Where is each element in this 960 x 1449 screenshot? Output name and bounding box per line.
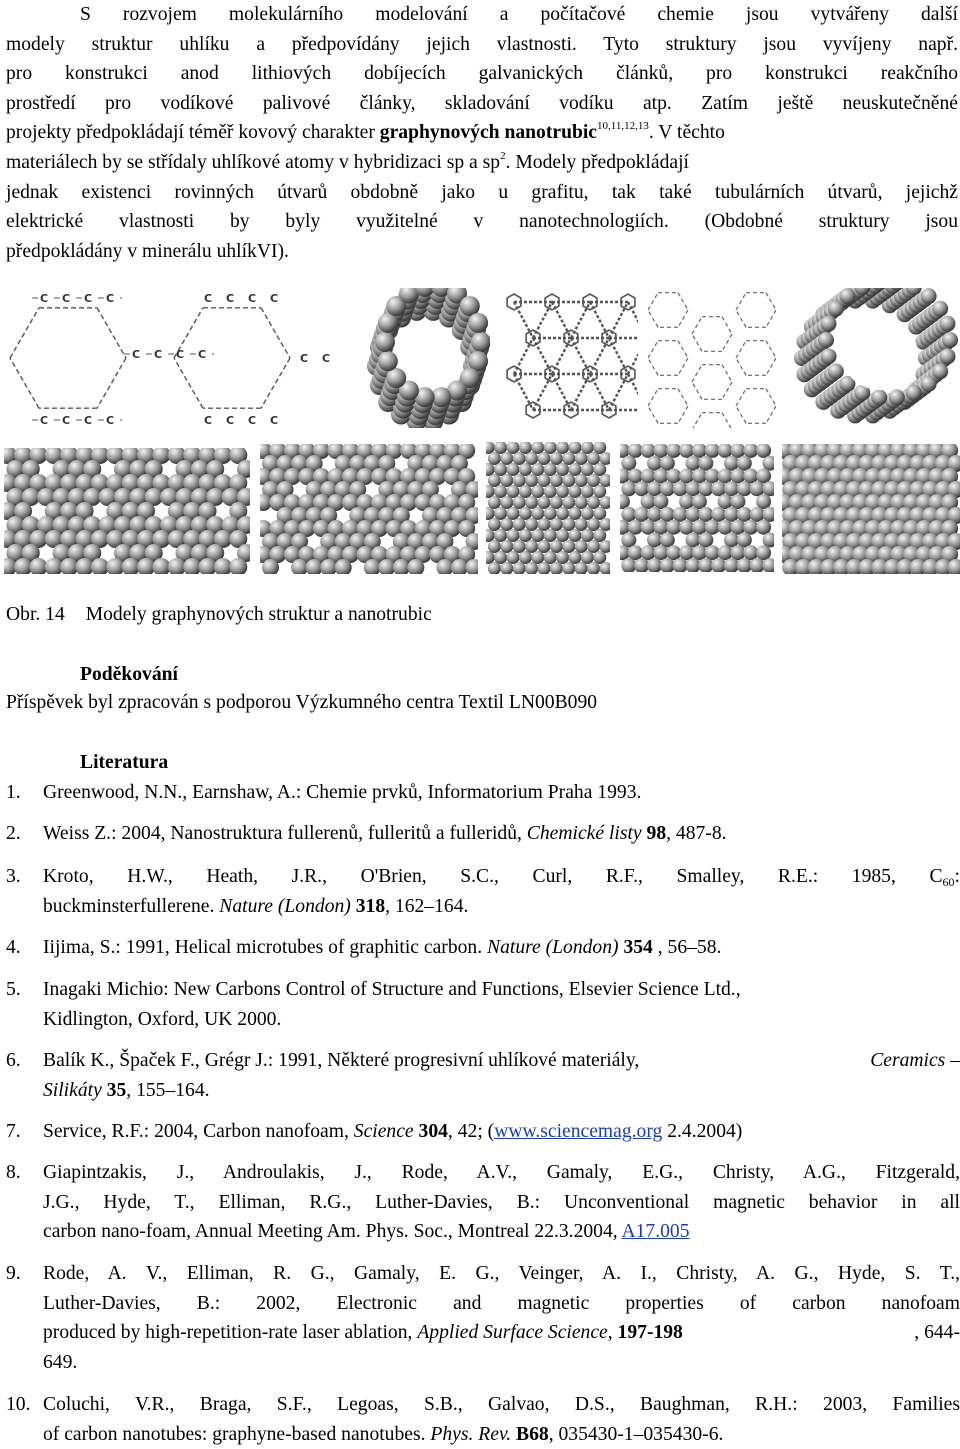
reference-number: 6.	[6, 1046, 21, 1076]
reference-number: 7.	[6, 1117, 21, 1147]
carbon-atom-label: C	[154, 348, 162, 361]
intro-line: S rozvojem molekulárního modelování a počítačové chemie jsou vytvářeny další	[6, 0, 958, 30]
reference-text: Service, R.F.: 2004, Carbon nanofoam, Science 304, 42; (www.sciencemag.org 2.4.2004)	[43, 1117, 960, 1147]
carbon-atom-label: C	[248, 414, 256, 427]
nanotube-image-4	[620, 444, 774, 572]
intro-line: prostředí pro vodíkové palivové články, skladování vodíku atp. Zatím ještě neuskutečněné	[6, 89, 958, 119]
carbon-atom-label: C	[62, 414, 70, 427]
intro-line: jednak existenci rovinných útvarů obdobně jako u grafitu, tak také tubulárních útvarů, jejichž	[6, 178, 958, 208]
acknowledgement-text: Příspěvek byl zpracován s podporou Výzkumného centra Textil LN00B090	[6, 692, 597, 714]
nanotube-image-1	[4, 448, 250, 574]
carbon-atom-label: C	[132, 348, 140, 361]
hybridization-superscript: 2	[500, 150, 506, 162]
intro-line: pro konstrukci anod lithiových dobíjecích galvanických článků, pro konstrukci reakčního	[6, 59, 958, 89]
intro-text: . Modely předpokládají	[506, 152, 689, 173]
caption-number: Obr. 14	[6, 604, 65, 625]
graphyne-ring-tube-image	[790, 288, 960, 428]
figure-caption	[6, 604, 432, 626]
intro-bold-term: graphynových nanotrubic	[380, 122, 597, 143]
graphyne-lattice-image	[500, 288, 638, 428]
reference-text: Balík K., Špaček F., Grégr J.: 1991, Některé progresivní uhlíkové materiály, Ceramics – Silikáty 35, 155–164.	[43, 1046, 960, 1105]
carbon-atom-label: C	[198, 348, 206, 361]
carbon-atom-label: C	[270, 414, 278, 427]
reference-number: 2.	[6, 819, 21, 849]
reference-text: Rode, A. V., Elliman, R. G., Gamaly, E. G., Veinger, A. I., Christy, A. G., Hyde, S. T., Luther-Davies, B.: 2002, Electronic and magnetic properties of carbon nanofoam produced by high-repetition-rate laser ablation, Applied Surface Science, 197-198 , 644- 649.	[43, 1259, 960, 1377]
carbon-atom-label: C	[62, 292, 70, 305]
intro-line: modely struktur uhlíku a předpovídány jejich vlastnosti. Tyto struktury jsou vyvíjeny např.	[6, 30, 958, 60]
reference-text: Iijima, S.: 1991, Helical microtubes of graphitic carbon. Nature (London) 354 , 56–58.	[43, 933, 960, 963]
intro-text: materiálech by se střídaly uhlíkové atomy v hybridizaci sp a sp	[6, 152, 500, 173]
reference-text: Greenwood, N.N., Earnshaw, A.: Chemie prvků, Informatorium Praha 1993.	[43, 778, 960, 808]
reference-number: 10.	[6, 1390, 31, 1420]
carbon-atom-label: C	[40, 414, 48, 427]
reference-number: 3.	[6, 862, 21, 892]
reference-number: 4.	[6, 933, 21, 963]
reference-text: Inagaki Michio: New Carbons Control of Structure and Functions, Elsevier Science Ltd., Kidlington, Oxford, UK 2000.	[43, 975, 960, 1034]
reference-number: 9.	[6, 1259, 21, 1289]
carbon-atom-label: C	[40, 292, 48, 305]
graphyne-sheet-diagram	[4, 288, 350, 428]
graphyne-tube-short-image	[360, 288, 490, 428]
citation-superscript: 10,11,12,13	[597, 120, 649, 132]
carbon-atom-label: C	[84, 414, 92, 427]
caption-text: Modely graphynových struktur a nanotrubic	[86, 604, 432, 625]
acknowledgement-heading: Poděkování	[80, 664, 178, 686]
carbon-atom-label: C	[106, 414, 114, 427]
carbon-atom-label: C	[176, 348, 184, 361]
intro-line	[6, 118, 958, 148]
intro-paragraph	[6, 0, 958, 266]
reference-number: 5.	[6, 975, 21, 1005]
nanotube-image-3	[486, 442, 610, 574]
graphyne-network-image	[648, 288, 776, 428]
carbon-atom-label: C	[226, 414, 234, 427]
reference-text: Kroto, H.W., Heath, J.R., O'Brien, S.C., Curl, R.F., Smalley, R.E.: 1985, $C_{60}$: buckminsterfullerene. Nature (London) 318, 162–164.	[43, 862, 960, 921]
intro-line	[6, 148, 958, 178]
carbon-atom-label: C	[300, 352, 308, 365]
carbon-atom-label: C	[270, 292, 278, 305]
reference-text: Coluchi, V.R., Braga, S.F., Legoas, S.B., Galvao, D.S., Baughman, R.H.: 2003, Families of carbon nanotubes: graphyne-based nanotubes. Phys. Rev. B68, 035430-1–035430-6.	[43, 1390, 960, 1449]
carbon-atom-label: C	[248, 292, 256, 305]
intro-text: . V těchto	[649, 122, 725, 143]
carbon-atom-label: C	[204, 292, 212, 305]
carbon-atom-label: C	[204, 414, 212, 427]
aps-abstract-link[interactable]: A17.005	[621, 1221, 689, 1242]
reference-text: Weiss Z.: 2004, Nanostruktura fullerenů, fulleritů a fulleridů, Chemické listy 98, 487-8.	[43, 819, 960, 849]
nanotube-image-2	[260, 444, 478, 574]
intro-line: předpokládány v minerálu uhlíkVI).	[6, 237, 958, 267]
carbon-atom-label: C	[226, 292, 234, 305]
reference-number: 8.	[6, 1158, 21, 1188]
intro-line: elektrické vlastnosti by byly využitelné v nanotechnologiích. (Obdobné struktury jsou	[6, 207, 958, 237]
carbon-atom-label: C	[106, 292, 114, 305]
carbon-atom-label: C	[84, 292, 92, 305]
nanotube-image-5	[782, 444, 960, 574]
reference-text: Giapintzakis, J., Androulakis, J., Rode, A.V., Gamaly, E.G., Christy, A.G., Fitzgerald, J.G., Hyde, T., Elliman, R.G., Luther-Davies, B.: Unconventional magnetic behavior in all carbon nano-foam, Annual Meeting Am. Phys. Soc., Montreal 22.3.2004, A17.005	[43, 1158, 960, 1247]
figure-graphyne-models	[0, 284, 960, 576]
sciencemag-link[interactable]: www.sciencemag.org	[494, 1121, 662, 1142]
literature-heading: Literatura	[80, 752, 168, 774]
reference-number: 1.	[6, 778, 21, 808]
carbon-atom-label: C	[322, 352, 330, 365]
intro-text: projekty předpokládají téměř kovový charakter	[6, 122, 375, 143]
